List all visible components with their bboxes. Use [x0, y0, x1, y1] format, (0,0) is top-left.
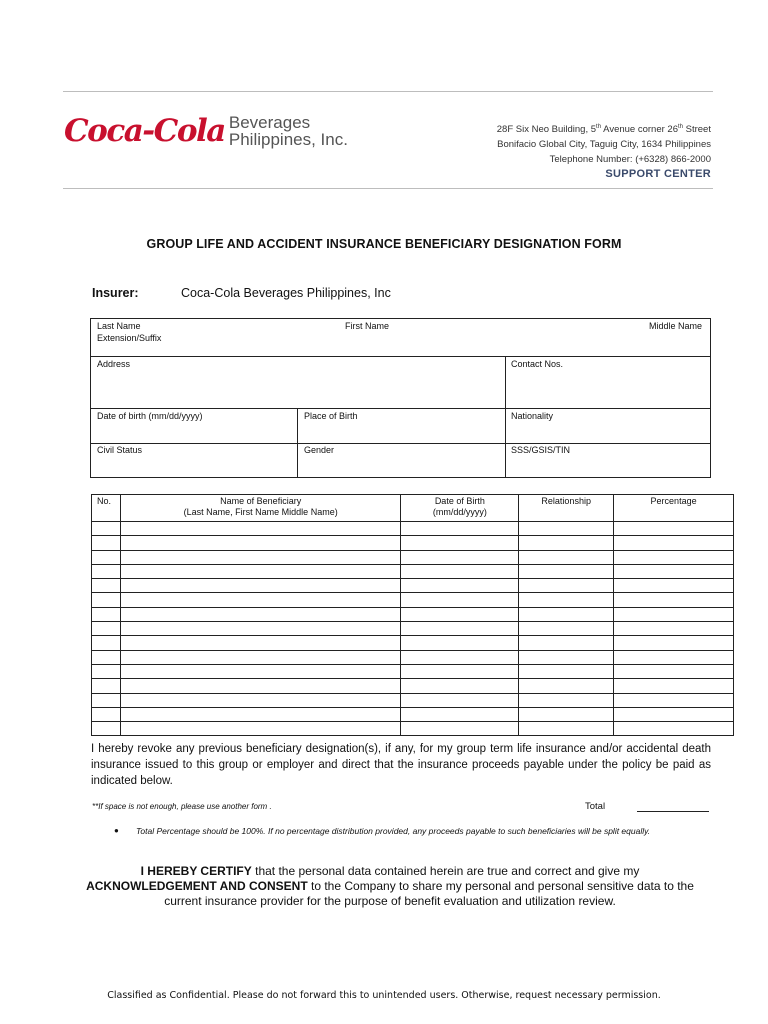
row-percentage-cell[interactable] [614, 664, 734, 678]
row-percentage-cell[interactable] [614, 650, 734, 664]
certify-text-2: to the Company to share my personal and personal sensitive data to the current insurance provider for the purpose of benefit evaluation and utilization review. [164, 879, 694, 908]
extension-label: Extension/Suffix [97, 333, 162, 343]
address-line-3: Telephone Number: (+6328) 866-2000 [549, 154, 711, 166]
last-name-label: Last Name [97, 321, 141, 331]
col-dob-header-line2: (mm/dd/yyyy) [432, 507, 487, 517]
row-dob-cell[interactable] [401, 607, 519, 621]
total-input-line[interactable] [637, 811, 709, 812]
beneficiary-row [92, 607, 734, 621]
col-percentage-header: Percentage [614, 495, 734, 522]
row-relationship-cell[interactable] [519, 636, 614, 650]
revocation-statement: I hereby revoke any previous beneficiary designation(s), if any, for my group term life insurance and/or accidental death insurance issued to this group or employer and direct that the insurance proceeds payable under the policy be paid as indicated below. [91, 743, 711, 787]
bullet-icon: ● [114, 826, 119, 835]
row-relationship-cell[interactable] [519, 679, 614, 693]
beneficiary-row [92, 550, 734, 564]
logo-line-1: Beverages [228, 113, 311, 132]
confidentiality-footer: Classified as Confidential. Please do not forward this to unintended users. Otherwise, request necessary permission. [107, 990, 661, 1001]
header-top-rule [63, 91, 713, 92]
beneficiary-row [92, 650, 734, 664]
row-no-cell[interactable] [92, 707, 121, 721]
row-name-cell[interactable] [120, 579, 400, 593]
col-name-header-line2: (Last Name, First Name Middle Name) [183, 507, 338, 517]
row-dob-cell[interactable] [401, 664, 519, 678]
nationality-label: Nationality [511, 411, 554, 421]
row-dob-cell[interactable] [401, 593, 519, 607]
civil-status-label: Civil Status [97, 445, 143, 455]
row-no-cell[interactable] [92, 722, 121, 736]
beneficiary-row [92, 579, 734, 593]
row-dob-cell[interactable] [401, 693, 519, 707]
row-relationship-cell[interactable] [519, 536, 614, 550]
col-name-header [120, 495, 400, 522]
certify-text-1: that the personal data contained herein are true and correct and give my [251, 864, 640, 878]
certify-bold: I HEREBY CERTIFY [140, 864, 252, 878]
insurer-value: Coca-Cola Beverages Philippines, Inc [181, 286, 391, 300]
contact-label: Contact Nos. [511, 359, 564, 369]
row-name-cell[interactable] [120, 664, 400, 678]
row-no-cell[interactable] [92, 693, 121, 707]
row-name-cell[interactable] [120, 693, 400, 707]
place-of-birth-label: Place of Birth [304, 411, 358, 421]
row-percentage-cell[interactable] [614, 593, 734, 607]
row-dob-cell[interactable] [401, 622, 519, 636]
grid-line [91, 443, 710, 444]
row-name-cell[interactable] [120, 650, 400, 664]
logo-script: Coca-Cola [64, 112, 225, 149]
beneficiary-row [92, 693, 734, 707]
insurer-label: Insurer: [92, 286, 139, 300]
row-percentage-cell[interactable] [614, 536, 734, 550]
row-percentage-cell[interactable] [614, 607, 734, 621]
row-name-cell[interactable] [120, 722, 400, 736]
grid-line [91, 408, 710, 409]
grid-line [297, 408, 298, 478]
row-no-cell[interactable] [92, 650, 121, 664]
support-center-label: SUPPORT CENTER [605, 168, 711, 181]
percentage-note: Total Percentage should be 100%. If no percentage distribution provided, any proceeds payable to such beneficiaries will be split equally. [136, 826, 651, 836]
row-relationship-cell[interactable] [519, 607, 614, 621]
company-logo [64, 114, 348, 148]
gender-label: Gender [304, 445, 335, 455]
beneficiary-row [92, 593, 734, 607]
row-dob-cell[interactable] [401, 707, 519, 721]
row-no-cell[interactable] [92, 664, 121, 678]
grid-line [505, 356, 506, 478]
row-name-cell[interactable] [120, 622, 400, 636]
row-percentage-cell[interactable] [614, 550, 734, 564]
row-name-cell[interactable] [120, 522, 400, 536]
space-note: **If space is not enough, please use another form . [92, 802, 272, 811]
row-dob-cell[interactable] [401, 522, 519, 536]
row-relationship-cell[interactable] [519, 550, 614, 564]
row-name-cell[interactable] [120, 536, 400, 550]
total-label: Total [585, 801, 606, 812]
row-relationship-cell[interactable] [519, 579, 614, 593]
row-name-cell[interactable] [120, 607, 400, 621]
row-percentage-cell[interactable] [614, 622, 734, 636]
address-line-2: Bonifacio Global City, Taguig City, 1634 Philippines [497, 139, 711, 151]
row-no-cell[interactable] [92, 679, 121, 693]
beneficiary-row [92, 622, 734, 636]
col-name-header-line1: Name of Beneficiary [220, 496, 302, 506]
beneficiary-row [92, 522, 734, 536]
beneficiary-header-row [92, 495, 734, 522]
row-no-cell[interactable] [92, 550, 121, 564]
row-relationship-cell[interactable] [519, 622, 614, 636]
row-no-cell[interactable] [92, 522, 121, 536]
row-percentage-cell[interactable] [614, 693, 734, 707]
row-name-cell[interactable] [120, 707, 400, 721]
row-relationship-cell[interactable] [519, 693, 614, 707]
beneficiary-table [91, 494, 734, 736]
logo-wordmark [229, 114, 348, 148]
row-name-cell[interactable] [120, 564, 400, 578]
beneficiary-row [92, 722, 734, 736]
row-percentage-cell[interactable] [614, 679, 734, 693]
row-dob-cell[interactable] [401, 550, 519, 564]
ids-label: SSS/GSIS/TIN [511, 445, 571, 455]
first-name-label: First Name [345, 321, 390, 331]
beneficiary-row [92, 679, 734, 693]
row-dob-cell[interactable] [401, 679, 519, 693]
col-no-header: No. [92, 495, 121, 522]
consent-bold: ACKNOWLEDGEMENT AND CONSENT [86, 879, 308, 893]
beneficiary-row [92, 636, 734, 650]
beneficiary-row [92, 707, 734, 721]
row-percentage-cell[interactable] [614, 579, 734, 593]
row-relationship-cell[interactable] [519, 707, 614, 721]
row-no-cell[interactable] [92, 579, 121, 593]
row-no-cell[interactable] [92, 607, 121, 621]
col-dob-header [401, 495, 519, 522]
beneficiary-row [92, 536, 734, 550]
row-percentage-cell[interactable] [614, 707, 734, 721]
row-no-cell[interactable] [92, 622, 121, 636]
row-no-cell[interactable] [92, 636, 121, 650]
header-bottom-rule [63, 188, 713, 189]
row-name-cell[interactable] [120, 593, 400, 607]
row-dob-cell[interactable] [401, 564, 519, 578]
row-no-cell[interactable] [92, 593, 121, 607]
row-relationship-cell[interactable] [519, 593, 614, 607]
row-relationship-cell[interactable] [519, 722, 614, 736]
row-dob-cell[interactable] [401, 636, 519, 650]
certification-statement [80, 864, 700, 909]
row-relationship-cell[interactable] [519, 664, 614, 678]
row-dob-cell[interactable] [401, 579, 519, 593]
row-percentage-cell[interactable] [614, 564, 734, 578]
form-title: GROUP LIFE AND ACCIDENT INSURANCE BENEFICIARY DESIGNATION FORM [146, 237, 622, 251]
address-label: Address [97, 359, 131, 369]
row-name-cell[interactable] [120, 679, 400, 693]
col-dob-header-line1: Date of Birth [434, 496, 485, 506]
row-name-cell[interactable] [120, 550, 400, 564]
address-line-1: 28F Six Neo Building, 5th Avenue corner 26th Street [496, 124, 711, 136]
address-block [497, 120, 711, 182]
row-name-cell[interactable] [120, 636, 400, 650]
dob-label: Date of birth (mm/dd/yyyy) [97, 411, 203, 421]
row-no-cell[interactable] [92, 536, 121, 550]
row-relationship-cell[interactable] [519, 564, 614, 578]
col-relationship-header: Relationship [519, 495, 614, 522]
row-dob-cell[interactable] [401, 722, 519, 736]
row-percentage-cell[interactable] [614, 722, 734, 736]
row-percentage-cell[interactable] [614, 522, 734, 536]
beneficiary-row [92, 664, 734, 678]
row-dob-cell[interactable] [401, 536, 519, 550]
row-relationship-cell[interactable] [519, 522, 614, 536]
beneficiary-row [92, 564, 734, 578]
row-percentage-cell[interactable] [614, 636, 734, 650]
logo-line-2: Philippines, Inc. [228, 130, 348, 149]
grid-line [91, 356, 710, 357]
row-no-cell[interactable] [92, 564, 121, 578]
row-relationship-cell[interactable] [519, 650, 614, 664]
middle-name-label: Middle Name [648, 321, 702, 331]
row-dob-cell[interactable] [401, 650, 519, 664]
applicant-info-grid [90, 318, 711, 478]
